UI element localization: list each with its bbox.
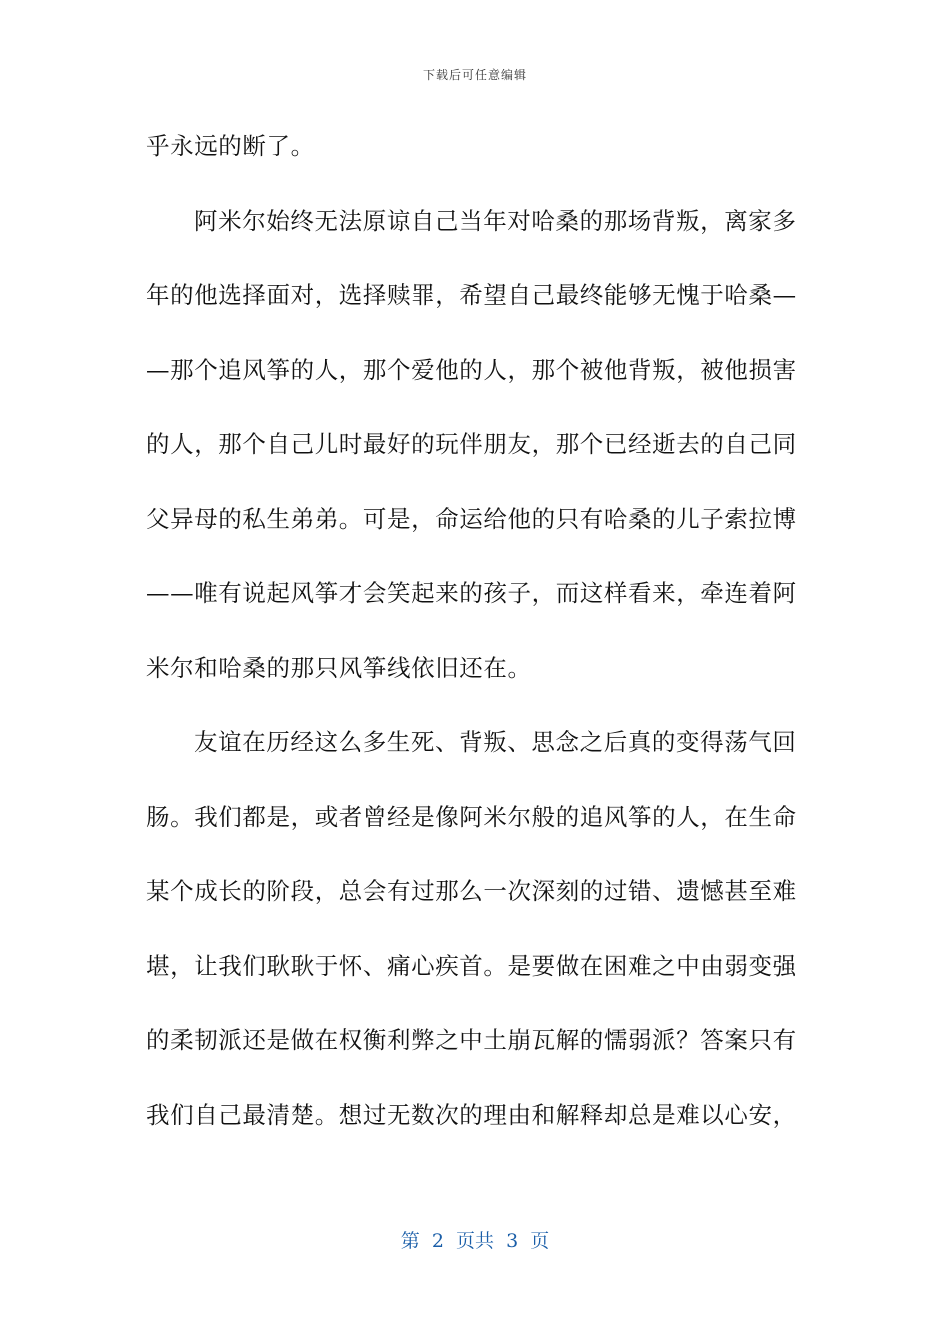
text-line-1: 乎永远的断了。 [146, 132, 315, 160]
page-footer: 第 2 页共 3 页 [400, 1230, 550, 1252]
text-line-2: 阿米尔始终无法原谅自己当年对哈桑的那场背叛，离家多 [194, 206, 797, 235]
text-line-14: 我们自己最清楚。想过无数次的理由和解释却总是难以心安， [146, 1100, 797, 1129]
text-line-7: ——唯有说起风筝才会笑起来的孩子，而这样看来，牵连着阿 [146, 579, 797, 607]
text-line-6: 父异母的私生弟弟。可是，命运给他的只有哈桑的儿子索拉博 [146, 504, 797, 533]
text-line-4: —那个追风筝的人，那个爱他的人，那个被他背叛，被他损害 [146, 355, 797, 384]
text-line-10: 肠。我们都是，或者曾经是像阿米尔般的追风筝的人，在生命 [146, 802, 797, 831]
text-line-9: 友谊在历经这么多生死、背叛、思念之后真的变得荡气回 [194, 728, 797, 756]
text-line-13: 的柔韧派还是做在权衡利弊之中土崩瓦解的懦弱派？答案只有 [146, 1026, 797, 1054]
text-line-11: 某个成长的阶段，总会有过那么一次深刻的过错、遗憾甚至难 [146, 877, 797, 905]
text-line-8: 米尔和哈桑的那只风筝线依旧还在。 [146, 653, 532, 682]
page-header: 下载后可任意编辑 [422, 68, 527, 82]
text-line-5: 的人，那个自己儿时最好的玩伴朋友，那个已经逝去的自己同 [146, 430, 797, 458]
text-line-3: 年的他选择面对，选择赎罪，希望自己最终能够无愧于哈桑— [146, 281, 797, 309]
text-line-12: 堪，让我们耿耿于怀、痛心疾首。是要做在困难之中由弱变强 [146, 951, 797, 980]
body-text [146, 122, 797, 1165]
